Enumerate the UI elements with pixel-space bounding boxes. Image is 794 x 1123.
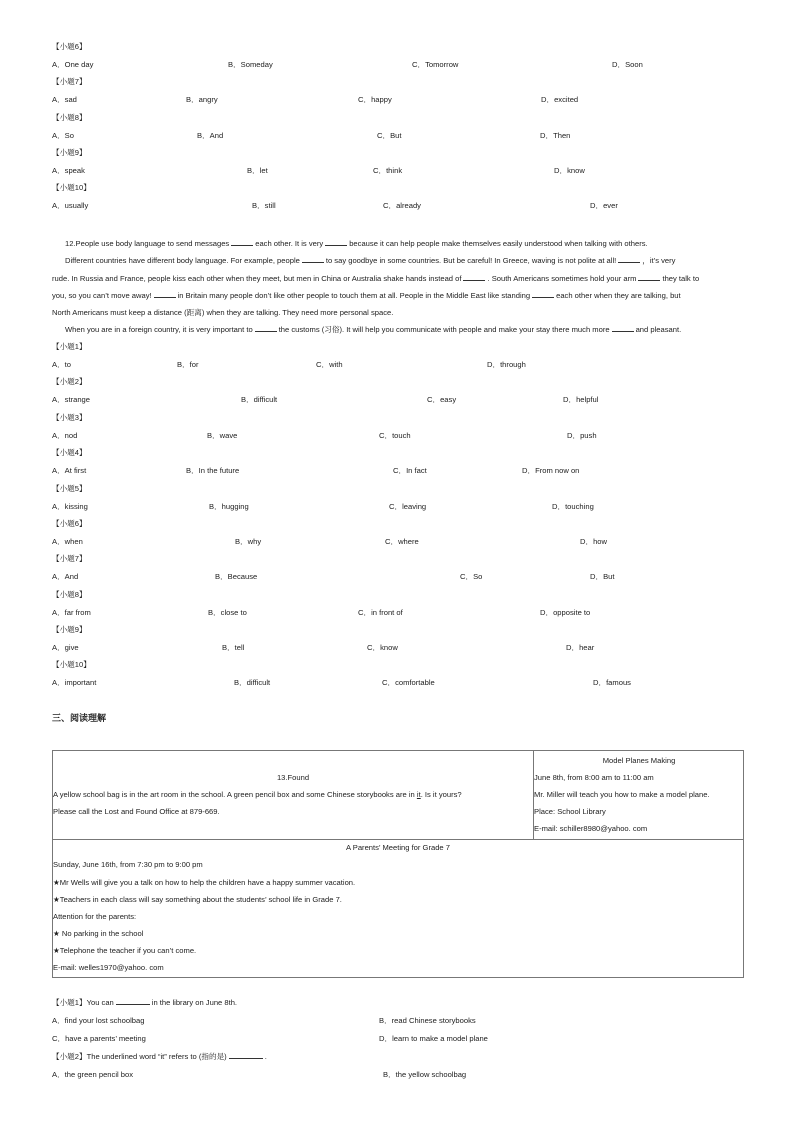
q11-6-num: 【小题6】	[52, 42, 87, 51]
q12-4-num: 【小题4】	[52, 448, 87, 457]
q12-3-option-d: D．push	[567, 431, 597, 440]
q13-1-option-b: B．read Chinese storybooks	[379, 1016, 476, 1025]
q12-10-option-a: A．important	[52, 678, 97, 687]
q12-5-option-c: C．leaving	[389, 502, 427, 511]
q12-1-num: 【小题1】	[52, 342, 87, 351]
q11-10-option-d: D．ever	[590, 201, 618, 210]
answer-blank	[532, 291, 554, 298]
q12-2-option-c: C．easy	[427, 395, 457, 404]
stem-text: 【小题2】The underlined word “it” refers to (指的是)	[52, 1052, 227, 1061]
q12-9-option-d: D．hear	[566, 643, 595, 652]
passage-line-5: North Americans must keep a distance (距离) when they are talking. They need more personal space.	[52, 308, 394, 317]
passage-text: and pleasant.	[635, 325, 682, 334]
reading-table	[52, 750, 744, 978]
model-line-2: Mr. Miller will teach you how to make a model plane.	[534, 790, 710, 799]
q12-1-option-a: A．to	[52, 360, 71, 369]
q12-7-option-d: D．But	[590, 572, 615, 581]
q12-5-num: 【小题5】	[52, 484, 87, 493]
q11-10-option-a: A．usually	[52, 201, 89, 210]
q11-8-num: 【小题8】	[52, 113, 87, 122]
found-line-2: Please call the Lost and Found Office at 879-669.	[53, 807, 220, 816]
answer-blank	[463, 274, 485, 281]
q11-8-option-d: D．Then	[540, 131, 571, 140]
found-line-1	[53, 790, 462, 799]
q12-2-option-d: D．helpful	[563, 395, 599, 404]
passage-text: 12.People use body language to send messages	[65, 239, 230, 248]
passage-line-1	[65, 239, 648, 248]
passage-line-4	[52, 291, 681, 300]
q12-1-option-c: C．with	[316, 360, 343, 369]
q11-9-option-b: B．let	[247, 166, 268, 175]
q12-6-option-b: B．why	[235, 537, 262, 546]
q12-10-option-b: B．difficult	[234, 678, 271, 687]
model-title: Model Planes Making	[602, 756, 676, 765]
q11-9-option-d: D．know	[554, 166, 585, 175]
q12-3-option-c: C．touch	[379, 431, 411, 440]
meeting-line-1: Sunday, June 16th, from 7:30 pm to 9:00 pm	[53, 860, 203, 869]
q12-10-num: 【小题10】	[52, 660, 91, 669]
q13-2-stem	[52, 1052, 267, 1061]
q12-1-option-b: B．for	[177, 360, 199, 369]
q12-3-option-b: B．wave	[207, 431, 238, 440]
q12-3-option-a: A．nod	[52, 431, 78, 440]
q12-5-option-a: A．kissing	[52, 502, 88, 511]
passage-text: When you are in a foreign country, it is very important to	[65, 325, 253, 334]
stem-text: .	[264, 1052, 267, 1061]
q12-5-option-b: B．hugging	[209, 502, 249, 511]
passage-line-6	[65, 325, 681, 334]
passage-text: because it can help people make themselves easily understood when talking with others.	[349, 239, 648, 248]
q13-1-option-c: C．have a parents’ meeting	[52, 1034, 146, 1043]
model-line-1: June 8th, from 8:00 am to 11:00 am	[534, 773, 654, 782]
q12-1-option-d: D．through	[487, 360, 526, 369]
q12-9-option-b: B．tell	[222, 643, 245, 652]
passage-text: in Britain many people don’t like other people to touch them at all. People in the Middle East like standing	[177, 291, 531, 300]
q12-6-num: 【小题6】	[52, 519, 87, 528]
q11-9-num: 【小题9】	[52, 148, 87, 157]
meeting-title: A Parents’ Meeting for Grade 7	[346, 843, 450, 852]
q12-6-option-d: D．how	[580, 537, 608, 546]
q12-7-option-a: A．And	[52, 572, 79, 581]
model-line-3: Place: School Library	[534, 807, 606, 816]
passage-line-3	[52, 274, 699, 283]
passage-text: the customs (习俗). It will help you communicate with people and make your stay there much more	[278, 325, 610, 334]
q12-4-option-b: B．In the future	[186, 466, 240, 475]
found-text: . Is it yours?	[420, 790, 462, 799]
q11-7-option-b: B．angry	[186, 95, 218, 104]
section-heading: 三、阅读理解	[52, 713, 107, 723]
answer-blank	[116, 998, 150, 1005]
q12-6-option-c: C．where	[385, 537, 419, 546]
q12-5-option-d: D．touching	[552, 502, 594, 511]
meeting-line-5: ★ No parking in the school	[53, 929, 144, 938]
q13-2-option-a: A．the green pencil box	[52, 1070, 134, 1079]
q12-4-option-c: C．In fact	[393, 466, 427, 475]
passage-line-2	[65, 256, 675, 265]
underlined-it: it	[416, 790, 421, 799]
q11-8-option-b: B．And	[197, 131, 224, 140]
table-divider	[53, 839, 743, 840]
q11-6-option-c: C．Tomorrow	[412, 60, 459, 69]
passage-text: ，it’s very	[642, 256, 676, 265]
q12-8-option-b: B．close to	[208, 608, 247, 617]
q11-9-option-a: A．speak	[52, 166, 85, 175]
passage-text: you, so you can’t move away!	[52, 291, 152, 300]
q12-7-option-c: C．So	[460, 572, 483, 581]
q13-2-option-b: B．the yellow schoolbag	[383, 1070, 467, 1079]
q11-8-option-c: C．But	[377, 131, 402, 140]
stem-text: in the library on June 8th.	[151, 998, 238, 1007]
q12-9-num: 【小题9】	[52, 625, 87, 634]
q13-1-stem	[52, 998, 237, 1007]
q13-1-option-d: D．learn to make a model plane	[379, 1034, 488, 1043]
stem-text: 【小题1】You can	[52, 998, 114, 1007]
q11-7-option-c: C．happy	[358, 95, 392, 104]
answer-blank	[255, 325, 277, 332]
q11-6-option-a: A．One day	[52, 60, 94, 69]
q12-7-num: 【小题7】	[52, 554, 87, 563]
q11-9-option-c: C．think	[373, 166, 403, 175]
q12-9-option-c: C．know	[367, 643, 398, 652]
q12-7-option-b: B．Because	[215, 572, 258, 581]
meeting-line-3: ★Teachers in each class will say something about the students’ school life in Grade 7.	[53, 895, 342, 904]
answer-blank	[154, 291, 176, 298]
q12-8-option-a: A．far from	[52, 608, 91, 617]
answer-blank	[638, 274, 660, 281]
passage-text: Different countries have different body language. For example, people	[65, 256, 300, 265]
q12-2-option-b: B．difficult	[241, 395, 278, 404]
q12-10-option-d: D．famous	[593, 678, 631, 687]
q12-8-num: 【小题8】	[52, 590, 87, 599]
q11-6-option-b: B．Someday	[228, 60, 273, 69]
q11-10-option-b: B．still	[252, 201, 276, 210]
meeting-line-7: E-mail: welles1970@yahoo. com	[53, 963, 164, 972]
q11-6-option-d: D．Soon	[612, 60, 643, 69]
found-title: 13.Found	[276, 773, 310, 782]
passage-text: to say goodbye in some countries. But be careful! In Greece, waving is not polite at all!	[325, 256, 617, 265]
q12-8-option-d: D．opposite to	[540, 608, 591, 617]
found-text: A yellow school bag is in the art room in the school. A green pencil box and some Chinese storybooks are in	[53, 790, 415, 799]
q13-1-option-a: A．find your lost schoolbag	[52, 1016, 145, 1025]
model-line-4: E-mail: schiller8980@yahoo. com	[534, 824, 648, 833]
q11-10-option-c: C．already	[383, 201, 421, 210]
answer-blank	[618, 256, 640, 263]
answer-blank	[302, 256, 324, 263]
q11-8-option-a: A．So	[52, 131, 74, 140]
answer-blank	[325, 239, 347, 246]
passage-text: . South Americans sometimes hold your arm	[487, 274, 637, 283]
passage-text: rude. In Russia and France, people kiss each other when they meet, but men in China or Australia shake hands instead of	[52, 274, 462, 283]
passage-text: they talk to	[662, 274, 700, 283]
q11-7-option-a: A．sad	[52, 95, 77, 104]
meeting-line-6: ★Telephone the teacher if you can’t come.	[53, 946, 197, 955]
passage-text: each other when they are talking, but	[556, 291, 681, 300]
q12-8-option-c: C．in front of	[358, 608, 403, 617]
q12-3-num: 【小题3】	[52, 413, 87, 422]
meeting-line-2: ★Mr Wells will give you a talk on how to help the children have a happy summer vacation.	[53, 878, 356, 887]
q12-2-option-a: A．strange	[52, 395, 90, 404]
answer-blank	[229, 1052, 263, 1059]
q12-6-option-a: A．when	[52, 537, 83, 546]
q11-10-num: 【小题10】	[52, 183, 91, 192]
passage-text: each other. It is very	[255, 239, 324, 248]
q11-7-num: 【小题7】	[52, 77, 87, 86]
q11-7-option-d: D．excited	[541, 95, 579, 104]
q12-4-option-d: D．From now on	[522, 466, 580, 475]
meeting-line-4: Attention for the parents:	[53, 912, 137, 921]
answer-blank	[612, 325, 634, 332]
q12-2-num: 【小题2】	[52, 377, 87, 386]
q12-4-option-a: A．At first	[52, 466, 87, 475]
q12-9-option-a: A．give	[52, 643, 79, 652]
answer-blank	[231, 239, 253, 246]
q12-10-option-c: C．comfortable	[382, 678, 435, 687]
